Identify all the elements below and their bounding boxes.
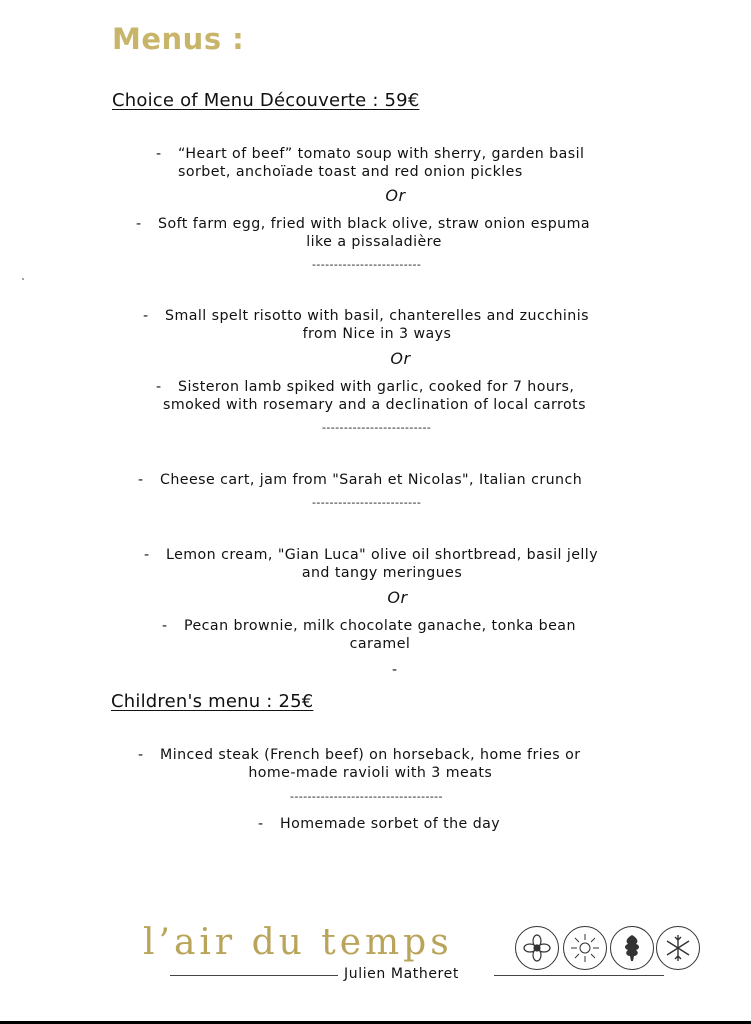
divider xyxy=(170,975,338,976)
sun-icon xyxy=(563,926,607,970)
menu-item-farm-egg: - Soft farm egg, fried with black olive, straw onion espuma like a pissaladière xyxy=(136,216,591,250)
course-separator: ------------------------- xyxy=(322,421,432,434)
menu-item-minced-steak: - Minced steak (French beef) on horseback, home fries or home-made ravioli with 3 meats xyxy=(138,747,581,781)
oak-leaf-icon xyxy=(610,926,654,970)
chef-name: Julien Matheret xyxy=(344,966,459,982)
scan-speck xyxy=(22,278,24,280)
course-separator: ------------------------- xyxy=(312,496,422,509)
menu-item-pecan-brownie: - Pecan brownie, milk chocolate ganache, tonka bean caramel xyxy=(162,618,576,652)
menu-item-lemon-cream: - Lemon cream, "Gian Luca" olive oil shortbread, basil jelly and tangy meringues xyxy=(144,547,599,581)
menu-item-spelt-risotto: - Small spelt risotto with basil, chanterelles and zucchinis from Nice in 3 ways xyxy=(143,308,589,342)
snowflake-icon xyxy=(656,926,700,970)
restaurant-logo-text: l’air du temps xyxy=(143,922,453,963)
course-separator: - xyxy=(392,662,398,678)
flower-icon xyxy=(515,926,559,970)
menu-item-sisteron-lamb: - Sisteron lamb spiked with garlic, cooked for 7 hours, smoked with rosemary and a declination of local carrots xyxy=(156,379,586,413)
menu-item-cheese-cart: - Cheese cart, jam from "Sarah et Nicolas", Italian crunch xyxy=(138,472,583,488)
section-heading-children: Children's menu : 25€ xyxy=(111,691,314,712)
page-title: Menus : xyxy=(112,22,245,56)
menu-item-sorbet: - Homemade sorbet of the day xyxy=(258,816,501,832)
or-separator: Or xyxy=(387,588,408,607)
or-separator: Or xyxy=(390,349,411,368)
course-separator: ------------------------- xyxy=(312,258,422,271)
or-separator: Or xyxy=(385,186,406,205)
divider xyxy=(494,975,664,976)
menu-item-tomato-soup: - “Heart of beef” tomato soup with sherry, garden basil sorbet, anchoïade toast and red onion pickles xyxy=(156,146,585,180)
course-separator: ----------------------------------- xyxy=(290,790,443,803)
section-heading-decouverte: Choice of Menu Découverte : 59€ xyxy=(112,90,420,111)
